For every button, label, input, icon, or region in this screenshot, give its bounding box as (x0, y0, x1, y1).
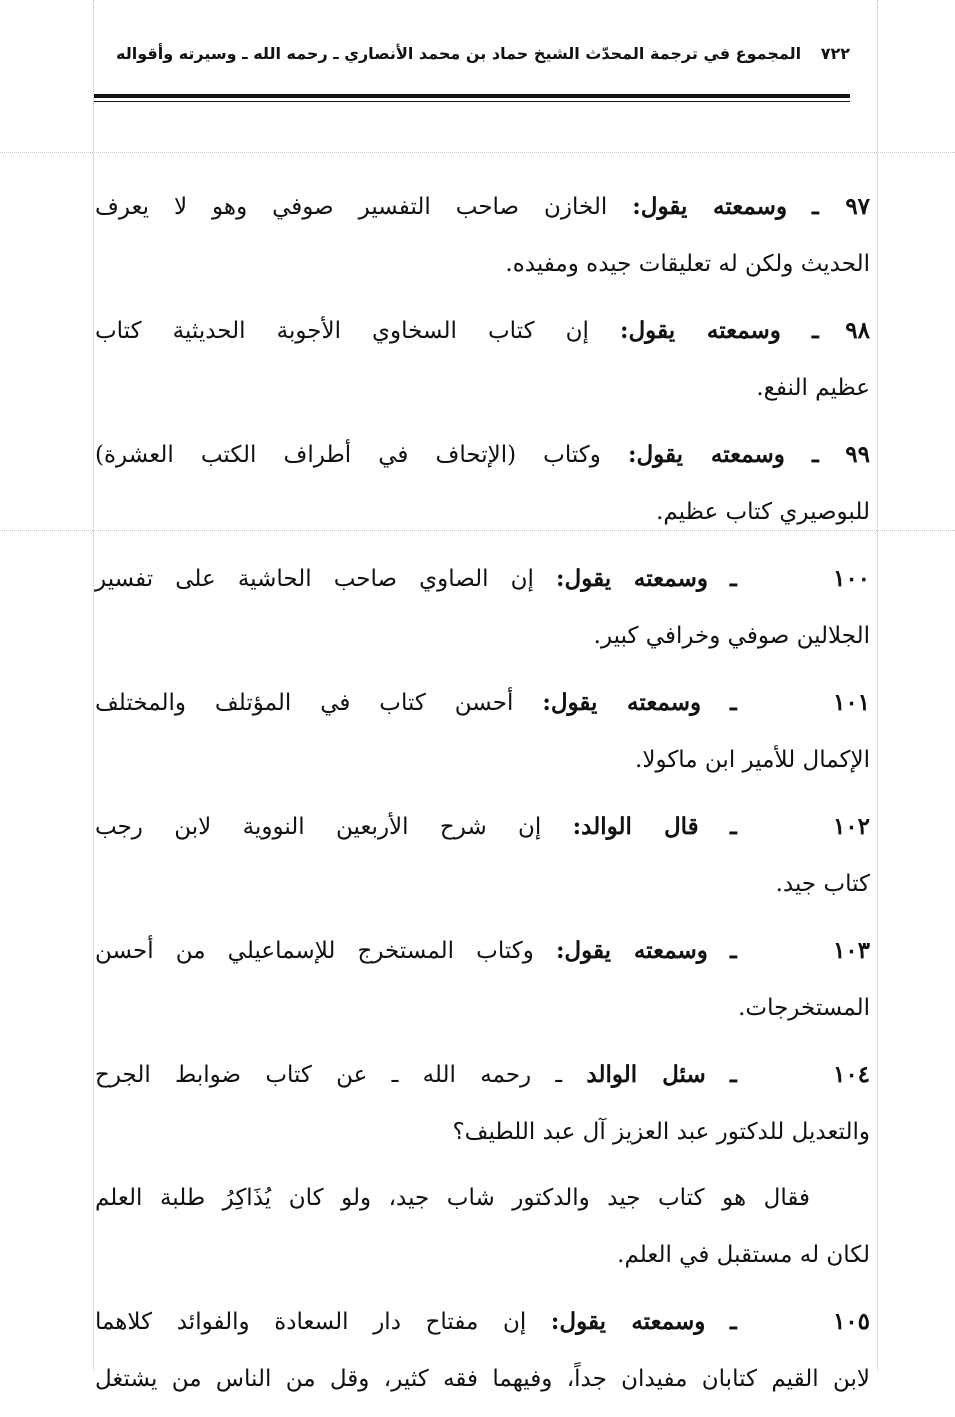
entry-text: إن شرح الأربعين النووية لابن رجب (95, 814, 542, 840)
running-title: المجموع في ترجمة المحدّث الشيخ حماد بن محمد الأنصاري ـ رحمه الله ـ وسيرته وأقواله (116, 44, 802, 63)
entry-line: والتعديل للدكتور عبد العزيز آل عبد اللطيف؟ (452, 1119, 870, 1145)
entry-number: ١٠٤ ـ (730, 1061, 871, 1088)
entry-lead: وسمعته يقول: (619, 317, 781, 344)
entry-lead: وسمعته يقول: (555, 937, 708, 964)
header-rule-thin (94, 101, 850, 102)
entry-line: الجلالين صوفي وخرافي كبير. (593, 623, 870, 649)
entry-text: أحسن كتاب في المؤتلف والمختلف (95, 690, 514, 716)
entry-line: الحديث ولكن له تعليقات جيده ومفيده. (505, 251, 870, 277)
scan-guide-line (0, 152, 955, 153)
entry-line (95, 798, 870, 856)
entry-text: ـ رحمه الله ـ عن كتاب ضوابط الجرح (95, 1062, 563, 1088)
entry-line (95, 1293, 870, 1351)
entry-line (95, 426, 870, 484)
entry-lead: وسمعته يقول: (550, 1308, 706, 1335)
entry-text: وكتاب المستخرج للإسماعيلي من أحسن (95, 938, 534, 964)
entry-line (95, 550, 870, 608)
header-rule-thick (94, 94, 850, 98)
entry-line: لابن القيم كتابان مفيدان جداً، وفيهما فقه كثير، وقل من الناس من يشتغل (95, 1366, 870, 1392)
running-header (116, 44, 850, 78)
entry-lead: سئل الوالد (586, 1061, 706, 1088)
entry-line: كتاب جيد. (775, 871, 870, 897)
entry-line (95, 674, 870, 732)
entry-97 (95, 178, 870, 293)
entry-text: وكتاب (الإتحاف في أطراف الكتب العشرة) (95, 442, 601, 468)
entry-line (95, 922, 870, 980)
entry-lead: وسمعته يقول: (542, 689, 702, 716)
entry-103 (95, 922, 870, 1037)
entry-99 (95, 426, 870, 541)
entry-text: الخازن صاحب التفسير صوفي وهو لا يعرف (95, 194, 608, 220)
scan-guide-line (93, 0, 94, 1370)
entry-98 (95, 302, 870, 417)
entry-number: ١٠٥ ـ (730, 1308, 871, 1335)
entry-line (95, 302, 870, 360)
entry-number: ١٠٣ ـ (730, 937, 871, 964)
entry-text: إن مفتاح دار السعادة والفوائد كلاهما (95, 1309, 527, 1335)
entry-line (95, 1046, 870, 1104)
entry-101 (95, 674, 870, 789)
scan-guide-line (877, 0, 878, 1370)
entry-line: فقال هو كتاب جيد والدكتور شاب جيد، ولو كان يُذَاكِرُ طلبة العلم (95, 1185, 810, 1211)
entry-line (95, 178, 870, 236)
entry-lead: وسمعته يقول: (627, 441, 785, 468)
entry-104 (95, 1046, 870, 1161)
entry-text: إن الصاوي صاحب الحاشية على تفسير (95, 566, 534, 592)
entry-line: للبوصيري كتاب عظيم. (656, 499, 870, 525)
entry-number: ٩٨ ـ (812, 317, 870, 344)
entry-105 (95, 1293, 870, 1408)
entry-number: ٩٧ ـ (812, 193, 871, 220)
entry-number: ١٠١ ـ (730, 689, 871, 716)
entry-lead: وسمعته يقول: (556, 565, 708, 592)
entry-100 (95, 550, 870, 665)
entry-lead: وسمعته يقول: (632, 193, 788, 220)
page-number: ٧٢٢ (820, 44, 850, 63)
entry-102 (95, 798, 870, 913)
entry-line: عظيم النفع. (756, 375, 870, 401)
main-text (95, 178, 870, 1417)
entry-line: الإكمال للأمير ابن ماكولا. (635, 747, 870, 773)
entry-line: لكان له مستقبل في العلم. (617, 1242, 870, 1268)
entry-number: ٩٩ ـ (812, 441, 871, 468)
entry-number: ١٠٢ ـ (730, 813, 871, 840)
entry-line: المستخرجات. (738, 995, 870, 1021)
entry-text: إن كتاب السخاوي الأجوبة الحديثية كتاب (95, 318, 589, 344)
entry-number: ١٠٠ ـ (730, 565, 871, 592)
entry-lead: قال الوالد: (572, 813, 699, 840)
entry-104-reply (95, 1170, 870, 1284)
